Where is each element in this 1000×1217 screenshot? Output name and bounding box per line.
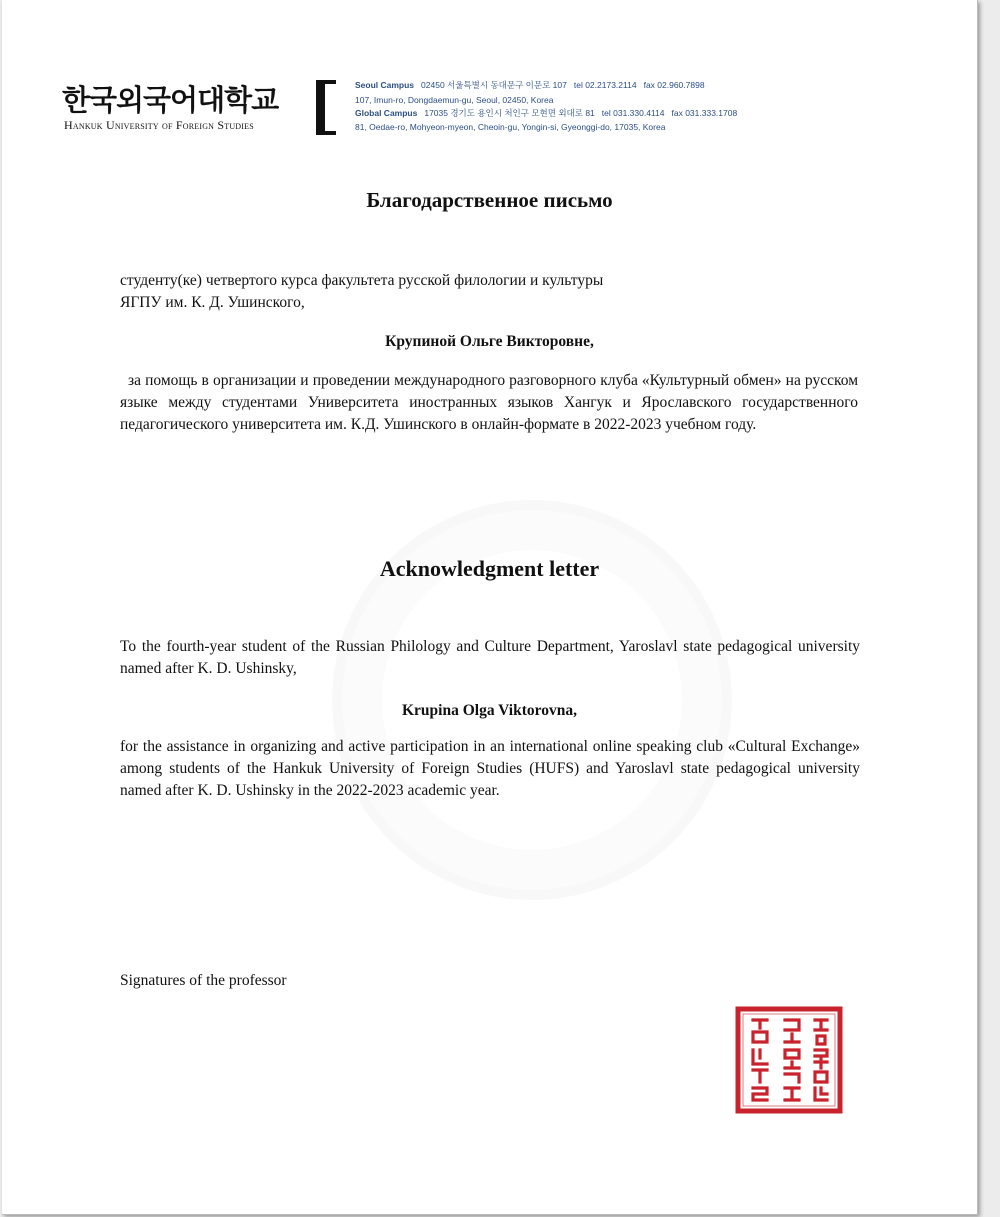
- seoul-campus-line1: Seoul Campus 02450 서울특별시 동대문구 이문로 107 tel 02.2173.2114 fax 02.960.7898: [355, 80, 705, 90]
- russian-body: за помощь в организации и проведении международного разговорного клуба «Культурный обмен» на русском языке между студентами Университета иностранных языков Хангук и Ярославского государственного педагогического университета им. К.Д. Ушинского в онлайн-формате в 2022-2023 учебном году.: [120, 372, 858, 433]
- letter-page: [2, 0, 978, 1215]
- russian-recipient-line1: студенту(ке) четвертого курса факультета русской филологии и культуры: [120, 272, 604, 289]
- university-logo-korean: 한국외국어대학교: [62, 83, 279, 117]
- university-seal-stamp: [735, 1006, 843, 1114]
- seoul-campus-line2: 107, Imun-ro, Dongdaemun-gu, Seoul, 02450, Korea: [355, 95, 554, 105]
- university-logo-english: Hankuk University of Foreign Studies: [64, 118, 254, 132]
- letterhead-bracket-icon: [316, 80, 338, 135]
- english-recipient-name: Krupina Olga Viktorovna,: [402, 702, 577, 719]
- english-title: Acknowledgment letter: [379, 556, 600, 581]
- signature-label: Signatures of the professor: [120, 972, 287, 989]
- russian-title: Благодарственное письмо: [366, 188, 613, 212]
- seoul-campus-label: Seoul Campus: [355, 80, 415, 90]
- global-campus-label: Global Campus: [355, 108, 418, 118]
- english-recipient: To the fourth-year student of the Russian Philology and Culture Department, Yaroslavl state pedagogical university named after K. D. Ushinsky,: [120, 638, 860, 677]
- russian-recipient-name: Крупиной Ольге Викторовне,: [385, 333, 594, 350]
- english-body: for the assistance in organizing and active participation in an international online speaking club «Cultural Exchange» among students of the Hankuk University of Foreign Studies (HUFS) and Yaroslavl state pedagogical university named after K. D. Ushinsky in the 2022-2023 academic year.: [120, 738, 860, 799]
- russian-recipient-line2: ЯГПУ им. К. Д. Ушинского,: [120, 294, 305, 311]
- global-campus-line2: 81, Oedae-ro, Mohyeon-myeon, Cheoin-gu, Yongin-si, Gyeonggi-do, 17035, Korea: [355, 122, 666, 132]
- global-campus-line1: Global Campus 17035 경기도 용인시 처인구 모현면 외대로 81 tel 031.330.4114 fax 031.333.1708: [355, 108, 738, 118]
